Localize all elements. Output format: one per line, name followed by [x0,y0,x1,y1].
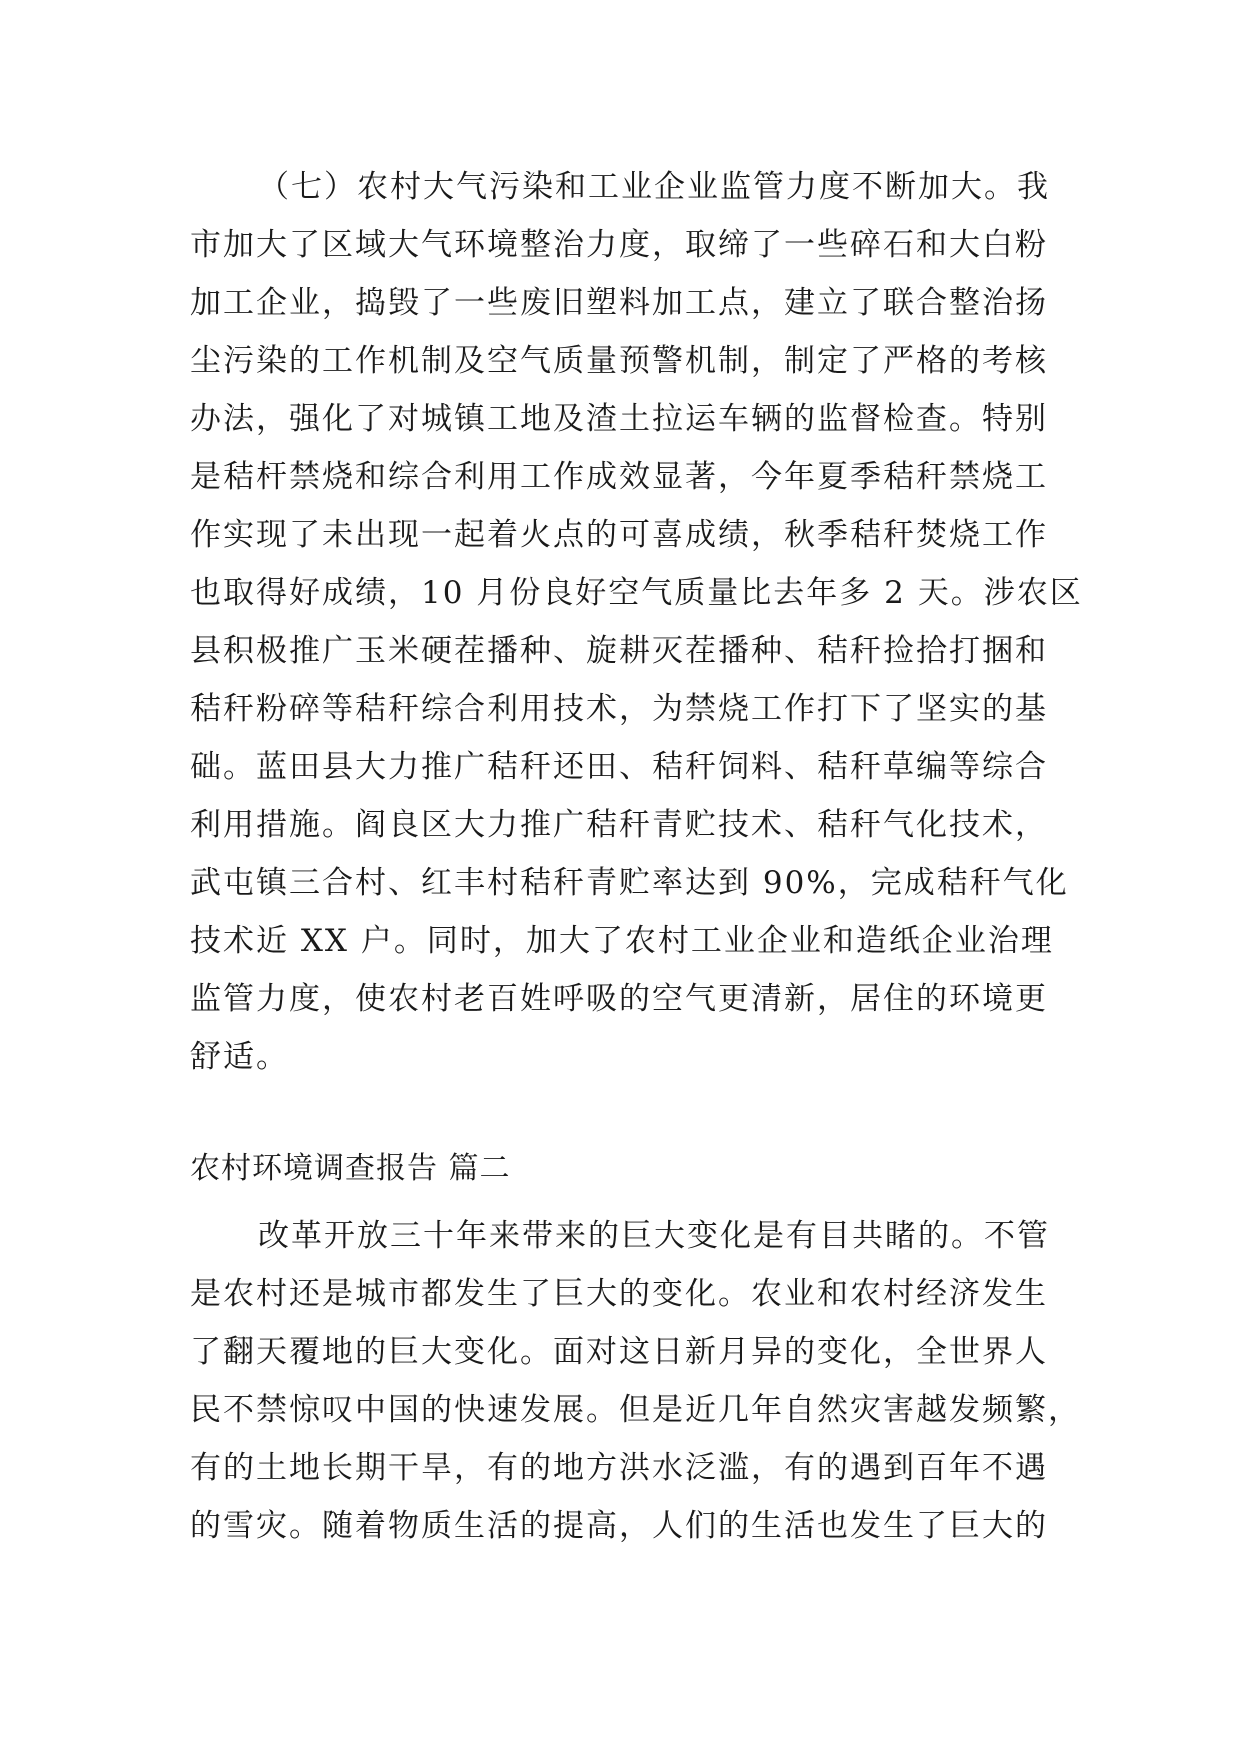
paragraph-line: 舒适。 [190,1039,289,1075]
paragraph-line: 秸秆粉碎等秸秆综合利用技术，为禁烧工作打下了坚实的基 [190,691,1048,727]
paragraph-line: 尘污染的工作机制及空气质量预警机制，制定了严格的考核 [190,343,1048,379]
paragraph-line: 改革开放三十年来带来的巨大变化是有目共睹的。不管 [258,1218,1050,1254]
paragraph-line: 民不禁惊叹中国的快速发展。但是近几年自然灾害越发频繁， [190,1392,1081,1428]
paragraph-line: 也取得好成绩，10 月份良好空气质量比去年多 2 天。涉农区 [190,575,1083,611]
paragraph-line: 了翻天覆地的巨大变化。面对这日新月异的变化，全世界人 [190,1334,1048,1370]
paragraph-line: 技术近 XX 户。同时，加大了农村工业企业和造纸企业治理 [190,923,1054,959]
section-heading: 农村环境调查报告 篇二 [190,1151,511,1186]
paragraph-line: 是农村还是城市都发生了巨大的变化。农业和农村经济发生 [190,1276,1048,1312]
section-seven-paragraph [190,158,1083,1086]
paragraph-line: 市加大了区域大气环境整治力度，取缔了一些碎石和大白粉 [190,227,1048,263]
paragraph-line: 监管力度，使农村老百姓呼吸的空气更清新，居住的环境更 [190,981,1048,1017]
paragraph-line: （七）农村大气污染和工业企业监管力度不断加大。我 [258,169,1050,205]
paragraph-line: 加工企业，捣毁了一些废旧塑料加工点，建立了联合整治扬 [190,285,1048,321]
section-two-paragraph [190,1207,1081,1555]
paragraph-line: 的雪灾。随着物质生活的提高，人们的生活也发生了巨大的 [190,1508,1048,1544]
paragraph-line: 是秸杆禁烧和综合利用工作成效显著，今年夏季秸秆禁烧工 [190,459,1048,495]
paragraph-line: 作实现了未出现一起着火点的可喜成绩，秋季秸秆焚烧工作 [190,517,1048,553]
paragraph-line: 础。蓝田县大力推广秸秆还田、秸秆饲料、秸秆草编等综合 [190,749,1048,785]
paragraph-line: 有的土地长期干旱，有的地方洪水泛滥，有的遇到百年不遇 [190,1450,1048,1486]
paragraph-line: 县积极推广玉米硬茬播种、旋耕灭茬播种、秸秆捡拾打捆和 [190,633,1048,669]
paragraph-line: 武屯镇三合村、红丰村秸秆青贮率达到 90%，完成秸秆气化 [190,865,1069,901]
paragraph-line: 利用措施。阎良区大力推广秸秆青贮技术、秸秆气化技术， [190,807,1048,843]
paragraph-line: 办法，强化了对城镇工地及渣土拉运车辆的监督检查。特别 [190,401,1048,437]
